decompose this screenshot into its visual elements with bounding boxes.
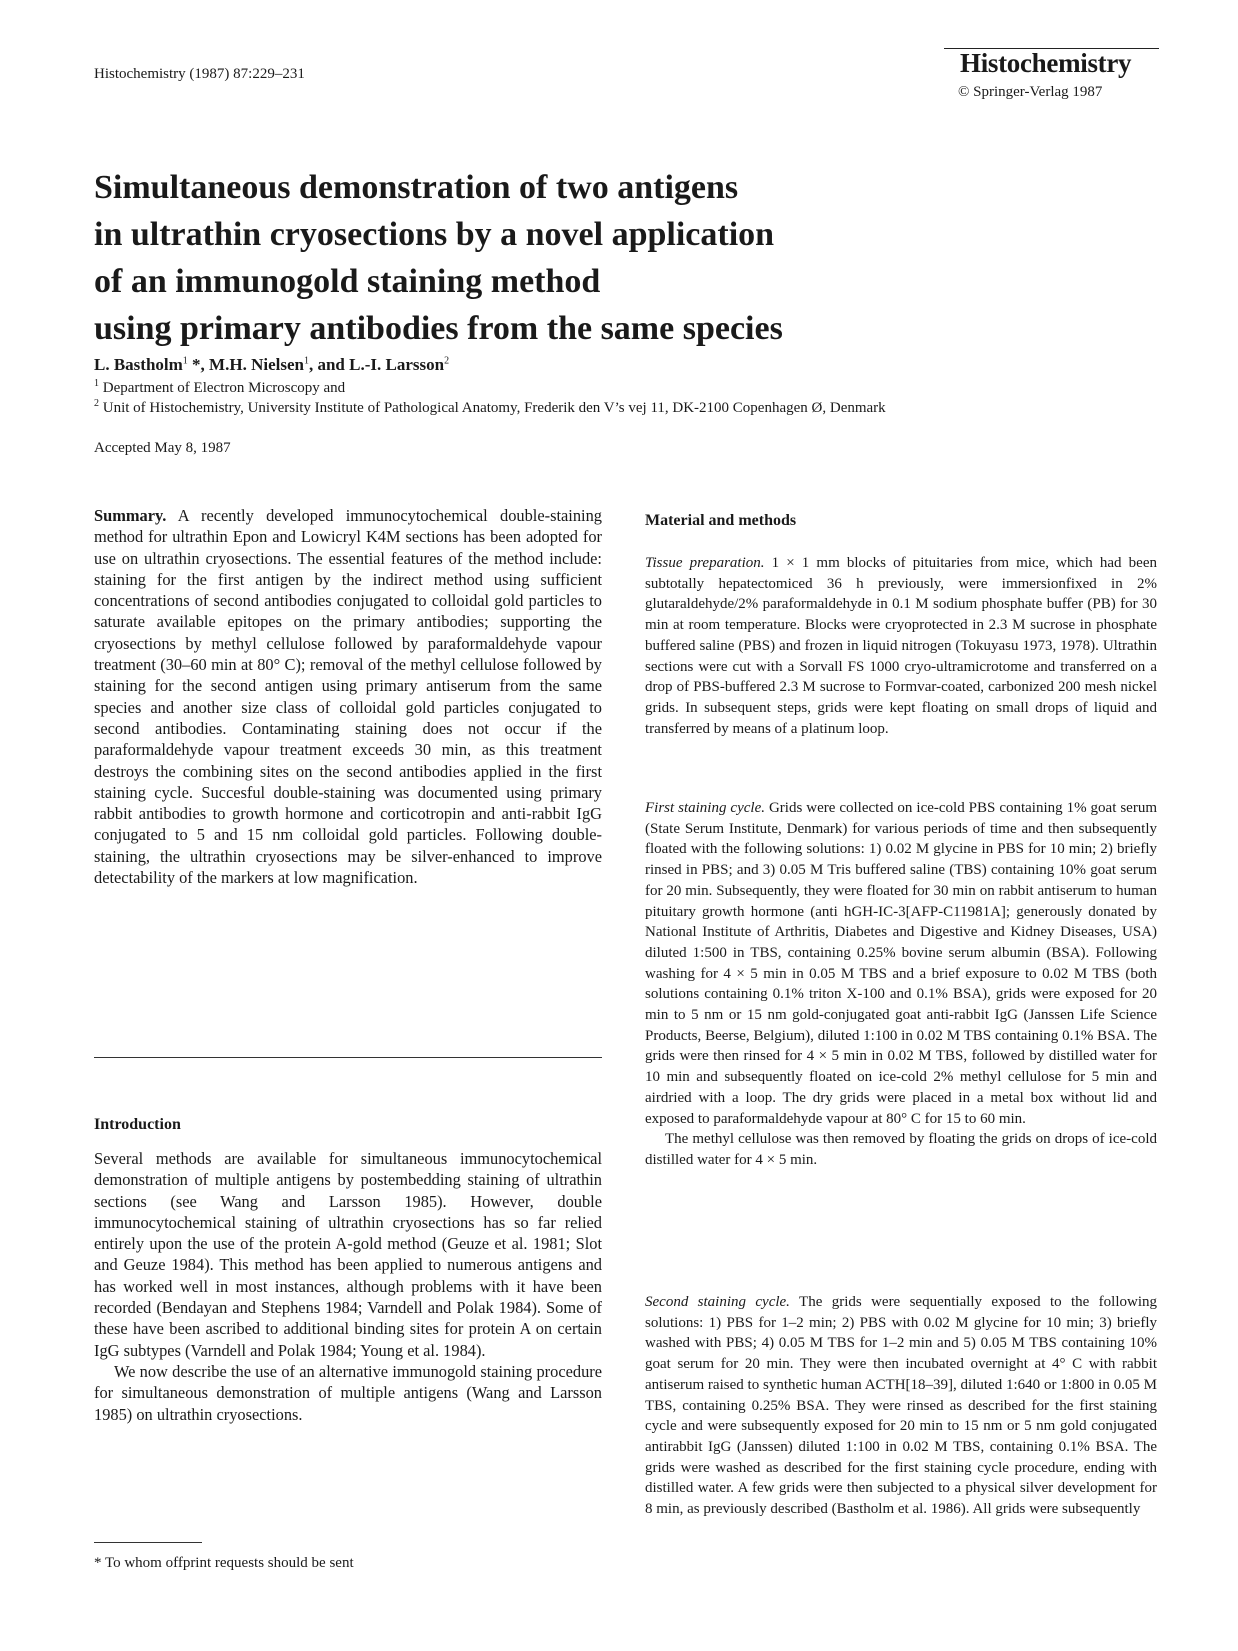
author-name: L. Bastholm [94, 355, 183, 374]
journal-name: Histochemistry [960, 48, 1132, 78]
methods-tissue-preparation [645, 553, 1157, 739]
journal-citation: Histochemistry (1987) 87:229–231 [94, 66, 305, 82]
methods-first-staining-cycle [645, 798, 1157, 1171]
summary-label: Summary. [94, 506, 167, 525]
subsection-label: Second staining cycle. [645, 1294, 790, 1310]
affiliation [94, 398, 886, 417]
corresponding-marker: * [187, 355, 201, 374]
affiliation-text: Department of Electron Microscopy and [99, 380, 346, 396]
accepted-date: Accepted May 8, 1987 [94, 440, 231, 456]
paragraph: 1 × 1 mm blocks of pituitaries from mice, which had been subtotally hepatectomiced 36 h previously, were immersionfixed in 2% glutaraldehyde/2% paraformaldehyde in 0.1 M sodium phosphate buffer (PB) for 30 min at room temperature. Blocks were cryoprotected in 2.3 M sucrose in phosphate buffered saline (PBS) and frozen in liquid nitrogen (Tokuyasu 1973, 1978). Ultrathin sections were cut with a Sorvall FS 1000 cryo-ultramicrotome and transferred on a drop of PBS-buffered 2.3 M sucrose to Formvar-coated, carbonized 200 mesh nickel grids. In subsequent steps, grids were kept floating on small drops of liquid and transferred by means of a platinum loop. [645, 555, 1157, 737]
author-name: , and L.-I. Larsson [308, 355, 445, 374]
summary-abstract [94, 505, 602, 888]
paragraph: We now describe the use of an alternative immunogold staining procedure for simultaneous demonstration of multiple antigens (Wang and Larsson 1985) on ultrathin cryosections. [94, 1361, 602, 1424]
affiliation-marker: 1 [182, 355, 188, 367]
affiliation-number: 2 [94, 398, 99, 409]
footnote-rule [94, 1542, 202, 1543]
affiliation-text: Unit of Histochemistry, University Institute of Pathological Anatomy, Frederik den V’s vej 11, DK-2100 Copenhagen Ø, Denmark [99, 400, 886, 416]
paragraph: Several methods are available for simultaneous immunocytochemical demonstration of multiple antigens by postembedding staining of ultrathin sections (see Wang and Larsson 1985). However, double immunocytochemical staining of ultrathin cryosections has so far relied entirely upon the use of the protein A-gold method (Geuze et al. 1981; Slot and Geuze 1984). This method has been applied to numerous antigens and has worked well in most instances, although problems with it have been recorded (Bendayan and Stephens 1984; Varndell and Polak 1984). Some of these have been ascribed to additional binding sites for protein A on certain IgG subtypes (Varndell and Polak 1984; Young et al. 1984). [94, 1149, 602, 1360]
section-heading-introduction: Introduction [94, 1116, 181, 1133]
paragraph: Grids were collected on ice-cold PBS containing 1% goat serum (State Serum Institute, Denmark) for various periods of time and then subsequently floated with the following solutions: 1) 0.02 M glycine in PBS for 10 min; 2) briefly rinsed in PBS; and 3) 0.05 M Tris buffered saline (TBS) containing 10% goat serum for 20 min. Subsequently, they were floated for 30 min on rabbit antiserum to human pituitary growth hormone (anti hGH-IC-3[AFP-C11981A]; generously donated by National Institute of Arthritis, Diabetes and Digestive and Kidney Diseases, USA) diluted 1:500 in TBS, containing 0.25% bovine serum albumin (BSA). Following washing for 4 × 5 min in 0.05 M TBS and a brief exposure to 0.02 M TBS (both solutions containing 0.1% triton X-100 and 0.1% BSA), grids were exposed for 20 min to 5 nm or 15 nm gold-conjugated goat anti-rabbit IgG (Janssen Life Science Products, Beerse, Belgium), diluted 1:100 in 0.02 M TBS containing 0.1% BSA. The grids were then rinsed for 4 × 5 min in 0.02 M TBS, followed by distilled water for 10 min and subsequently floated on ice-cold 2% methyl cellulose for 5 min and airdried with a loop. The dry grids were placed in a metal box without lid and exposed to paraformaldehyde vapour at 80° C for 15 to 60 min. [645, 800, 1157, 1127]
author-list [94, 355, 449, 375]
affiliation-marker: 2 [444, 355, 450, 367]
title-line: in ultrathin cryosections by a novel application [94, 216, 775, 253]
paper-title [94, 164, 994, 352]
introduction-body [94, 1148, 602, 1425]
subsection-label: Tissue preparation. [645, 555, 765, 571]
author-name: , M.H. Nielsen [200, 355, 304, 374]
paragraph: The grids were sequentially exposed to the following solutions: 1) PBS for 1–2 min; 2) PBS with 0.02 M glycine for 10 min; 3) briefly washed with PBS; 4) 0.05 M TBS for 1–2 min and 5) 0.05 M TBS containing 10% goat serum for 20 min. They were then incubated overnight at 4° C with rabbit antiserum raised to synthetic human ACTH[18–39], diluted 1:640 or 1:800 in 0.05 M TBS, containing 0.25% BSA. They were rinsed as described for the first staining cycle and were subsequently exposed for 20 min to 15 nm or 5 nm gold conjugated antirabbit IgG (Janssen) diluted 1:100 in 0.02 M TBS, containing 0.1% BSA. The grids were washed as described for the first staining cycle procedure, ending with distilled water. A few grids were then subjected to a physical silver development for 8 min, as previously described (Bastholm et al. 1986). All grids were subsequently [645, 1294, 1157, 1518]
section-divider [94, 1057, 602, 1058]
affiliation [94, 378, 345, 397]
subsection-label: First staining cycle. [645, 800, 765, 816]
title-line: of an immunogold staining method [94, 263, 601, 300]
paragraph: The methyl cellulose was then removed by floating the grids on drops of ice-cold distilled water for 4 × 5 min. [645, 1131, 1157, 1168]
footnote: * To whom offprint requests should be sent [94, 1555, 354, 1571]
title-line: Simultaneous demonstration of two antigens [94, 169, 739, 206]
publisher-copyright: © Springer-Verlag 1987 [958, 84, 1103, 100]
affiliation-number: 1 [94, 378, 99, 389]
summary-text: A recently developed immunocytochemical double-staining method for ultrathin Epon and Lowicryl K4M sections has been adopted for use on ultrathin cryosections. The essential features of the method include: staining for the first antigen by the indirect method using sufficient concentrations of second antibodies conjugated to colloidal gold particles to saturate available epitopes on the primary antibodies; supporting the cryosections by methyl cellulose followed by paraformaldehyde vapour treatment (30–60 min at 80° C); removal of the methyl cellulose followed by staining for the second antigen using primary antiserum from the same species and another size class of colloidal gold particles conjugated to second antibodies. Contaminating staining does not occur if the paraformaldehyde vapour treatment exceeds 30 min, as this treatment destroys the combining sites on the second antibodies applied in the first staining cycle. Succesful double-staining was documented using primary rabbit antibodies to growth hormone and corticotropin and anti-rabbit IgG conjugated to 5 and 15 nm colloidal gold particles. Following double-staining, the ultrathin cryosections may be silver-enhanced to improve detectability of the markers at low magnification. [94, 506, 602, 888]
methods-second-staining-cycle [645, 1292, 1157, 1520]
title-line: using primary antibodies from the same species [94, 310, 783, 347]
affiliation-marker: 1 [303, 355, 309, 367]
section-heading-methods: Material and methods [645, 512, 797, 529]
